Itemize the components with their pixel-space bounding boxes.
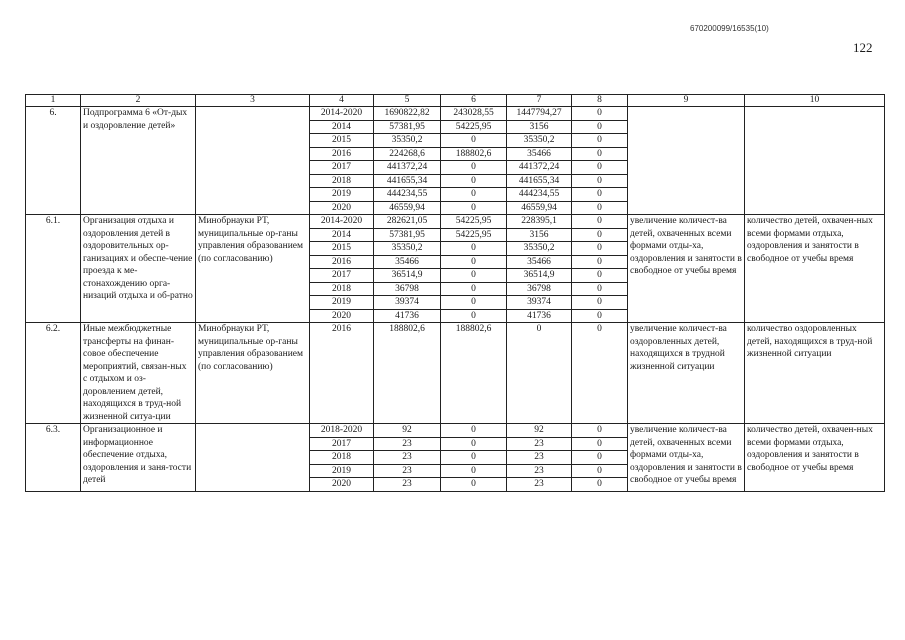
year-cell: 2020 [310,478,374,492]
total-cell: 35350,2 [374,134,441,148]
expected-result: увеличение количест-ва детей, охваченных всеми формами отды-ха, оздоровления и занятости в свободное от учебы время [628,424,745,492]
section-executor [196,107,310,215]
federal-cell: 0 [441,161,507,175]
column-header: 6 [441,95,507,107]
federal-cell: 0 [441,269,507,283]
other-cell: 0 [572,134,628,148]
federal-cell: 0 [441,242,507,256]
document-id: 670200099/16535(10) [690,24,769,33]
total-cell: 39374 [374,296,441,310]
other-cell: 0 [572,107,628,121]
table-row [26,215,885,229]
regional-cell: 3156 [507,228,572,242]
other-cell: 0 [572,201,628,215]
other-cell: 0 [572,424,628,438]
year-cell: 2014 [310,120,374,134]
federal-cell: 0 [441,201,507,215]
federal-cell: 0 [441,437,507,451]
total-cell: 46559,94 [374,201,441,215]
regional-cell: 36798 [507,282,572,296]
regional-cell: 444234,55 [507,188,572,202]
year-cell: 2016 [310,147,374,161]
table-row [26,424,885,438]
column-header: 5 [374,95,441,107]
total-cell: 36514,9 [374,269,441,283]
federal-cell: 0 [441,309,507,323]
page-number: 122 [853,40,873,55]
federal-cell: 0 [441,188,507,202]
year-cell: 2015 [310,242,374,256]
other-cell: 0 [572,255,628,269]
indicator-name: количество детей, охвачен-ных всеми формами отдыха, оздоровления и занятости в свободное от учебы время [745,424,885,492]
expected-result: увеличение количест-ва детей, охваченных всеми формами отды-ха, оздоровления и занятости в свободное от учебы время [628,215,745,323]
table-row [26,323,885,424]
total-cell: 35350,2 [374,242,441,256]
regional-cell: 41736 [507,309,572,323]
other-cell: 0 [572,161,628,175]
section-number: 6.3. [26,424,81,492]
column-header: 9 [628,95,745,107]
column-header: 1 [26,95,81,107]
section-name: Иные межбюджетные трансферты на финан-совое обеспечение мероприятий, связан-ных с отдыхом и оз-доровлением детей, находящихся в труд-ной жизненной ситуа-ции [81,323,196,424]
regional-cell: 441372,24 [507,161,572,175]
section-executor: Минобрнауки РТ, муниципальные ор-ганы управления образованием (по согласованию) [196,323,310,424]
total-cell: 282621,05 [374,215,441,229]
total-cell: 23 [374,478,441,492]
year-cell: 2014-2020 [310,215,374,229]
other-cell: 0 [572,323,628,424]
regional-cell: 228395,1 [507,215,572,229]
other-cell: 0 [572,296,628,310]
regional-cell: 92 [507,424,572,438]
total-cell: 57381,95 [374,228,441,242]
year-cell: 2016 [310,323,374,424]
column-number-row [26,95,885,107]
regional-cell: 441655,34 [507,174,572,188]
year-cell: 2019 [310,188,374,202]
section-number: 6.2. [26,323,81,424]
federal-cell: 188802,6 [441,323,507,424]
table-row [26,107,885,121]
section-number: 6.1. [26,215,81,323]
federal-cell: 0 [441,174,507,188]
regional-cell: 46559,94 [507,201,572,215]
section-executor [196,424,310,492]
regional-cell: 23 [507,451,572,465]
federal-cell: 243028,55 [441,107,507,121]
budget-table [25,94,885,492]
other-cell: 0 [572,174,628,188]
indicator-name: количество детей, охвачен-ных всеми формами отдыха, оздоровления и занятости в свободное от учебы время [745,215,885,323]
other-cell: 0 [572,464,628,478]
total-cell: 35466 [374,255,441,269]
regional-cell: 35350,2 [507,242,572,256]
federal-cell: 0 [441,296,507,310]
total-cell: 444234,55 [374,188,441,202]
other-cell: 0 [572,242,628,256]
total-cell: 441372,24 [374,161,441,175]
section-name: Организационное и информационное обеспечение отдыха, оздоровления и заня-тости детей [81,424,196,492]
total-cell: 23 [374,464,441,478]
regional-cell: 23 [507,464,572,478]
federal-cell: 54225,95 [441,215,507,229]
other-cell: 0 [572,282,628,296]
other-cell: 0 [572,437,628,451]
year-cell: 2016 [310,255,374,269]
column-header: 8 [572,95,628,107]
federal-cell: 54225,95 [441,120,507,134]
federal-cell: 0 [441,451,507,465]
federal-cell: 0 [441,478,507,492]
other-cell: 0 [572,451,628,465]
year-cell: 2018 [310,451,374,465]
section-name: Организация отдыха и оздоровления детей в оздоровительных ор-ганизациях и обеспе-чение проезда к ме-стонахождению орга-низаций отдыха и об-ратно [81,215,196,323]
year-cell: 2020 [310,201,374,215]
federal-cell: 0 [441,464,507,478]
regional-cell: 39374 [507,296,572,310]
year-cell: 2014-2020 [310,107,374,121]
regional-cell: 36514,9 [507,269,572,283]
other-cell: 0 [572,269,628,283]
regional-cell: 1447794,27 [507,107,572,121]
federal-cell: 0 [441,424,507,438]
total-cell: 23 [374,437,441,451]
other-cell: 0 [572,309,628,323]
year-cell: 2017 [310,437,374,451]
total-cell: 441655,34 [374,174,441,188]
regional-cell: 35466 [507,255,572,269]
regional-cell: 0 [507,323,572,424]
federal-cell: 0 [441,134,507,148]
expected-result [628,107,745,215]
total-cell: 92 [374,424,441,438]
total-cell: 224268,6 [374,147,441,161]
indicator-name [745,107,885,215]
column-header: 4 [310,95,374,107]
year-cell: 2019 [310,464,374,478]
total-cell: 188802,6 [374,323,441,424]
other-cell: 0 [572,188,628,202]
column-header: 3 [196,95,310,107]
total-cell: 41736 [374,309,441,323]
total-cell: 36798 [374,282,441,296]
year-cell: 2018 [310,282,374,296]
other-cell: 0 [572,478,628,492]
federal-cell: 0 [441,282,507,296]
year-cell: 2018-2020 [310,424,374,438]
regional-cell: 35350,2 [507,134,572,148]
expected-result: увеличение количест-ва оздоровленных детей, находящихся в трудной жизненной ситуации [628,323,745,424]
section-executor: Минобрнауки РТ, муниципальные ор-ганы управления образованием (по согласованию) [196,215,310,323]
regional-cell: 23 [507,437,572,451]
column-header: 10 [745,95,885,107]
federal-cell: 54225,95 [441,228,507,242]
total-cell: 1690822,82 [374,107,441,121]
year-cell: 2020 [310,309,374,323]
section-name: Подпрограмма 6 «От-дых и оздоровление детей» [81,107,196,215]
year-cell: 2017 [310,269,374,283]
regional-cell: 35466 [507,147,572,161]
other-cell: 0 [572,147,628,161]
regional-cell: 3156 [507,120,572,134]
section-number: 6. [26,107,81,215]
column-header: 7 [507,95,572,107]
year-cell: 2014 [310,228,374,242]
year-cell: 2015 [310,134,374,148]
indicator-name: количество оздоровленных детей, находящихся в труд-ной жизненной ситуации [745,323,885,424]
other-cell: 0 [572,120,628,134]
other-cell: 0 [572,215,628,229]
year-cell: 2018 [310,174,374,188]
federal-cell: 0 [441,255,507,269]
other-cell: 0 [572,228,628,242]
federal-cell: 188802,6 [441,147,507,161]
regional-cell: 23 [507,478,572,492]
total-cell: 57381,95 [374,120,441,134]
year-cell: 2017 [310,161,374,175]
year-cell: 2019 [310,296,374,310]
total-cell: 23 [374,451,441,465]
column-header: 2 [81,95,196,107]
